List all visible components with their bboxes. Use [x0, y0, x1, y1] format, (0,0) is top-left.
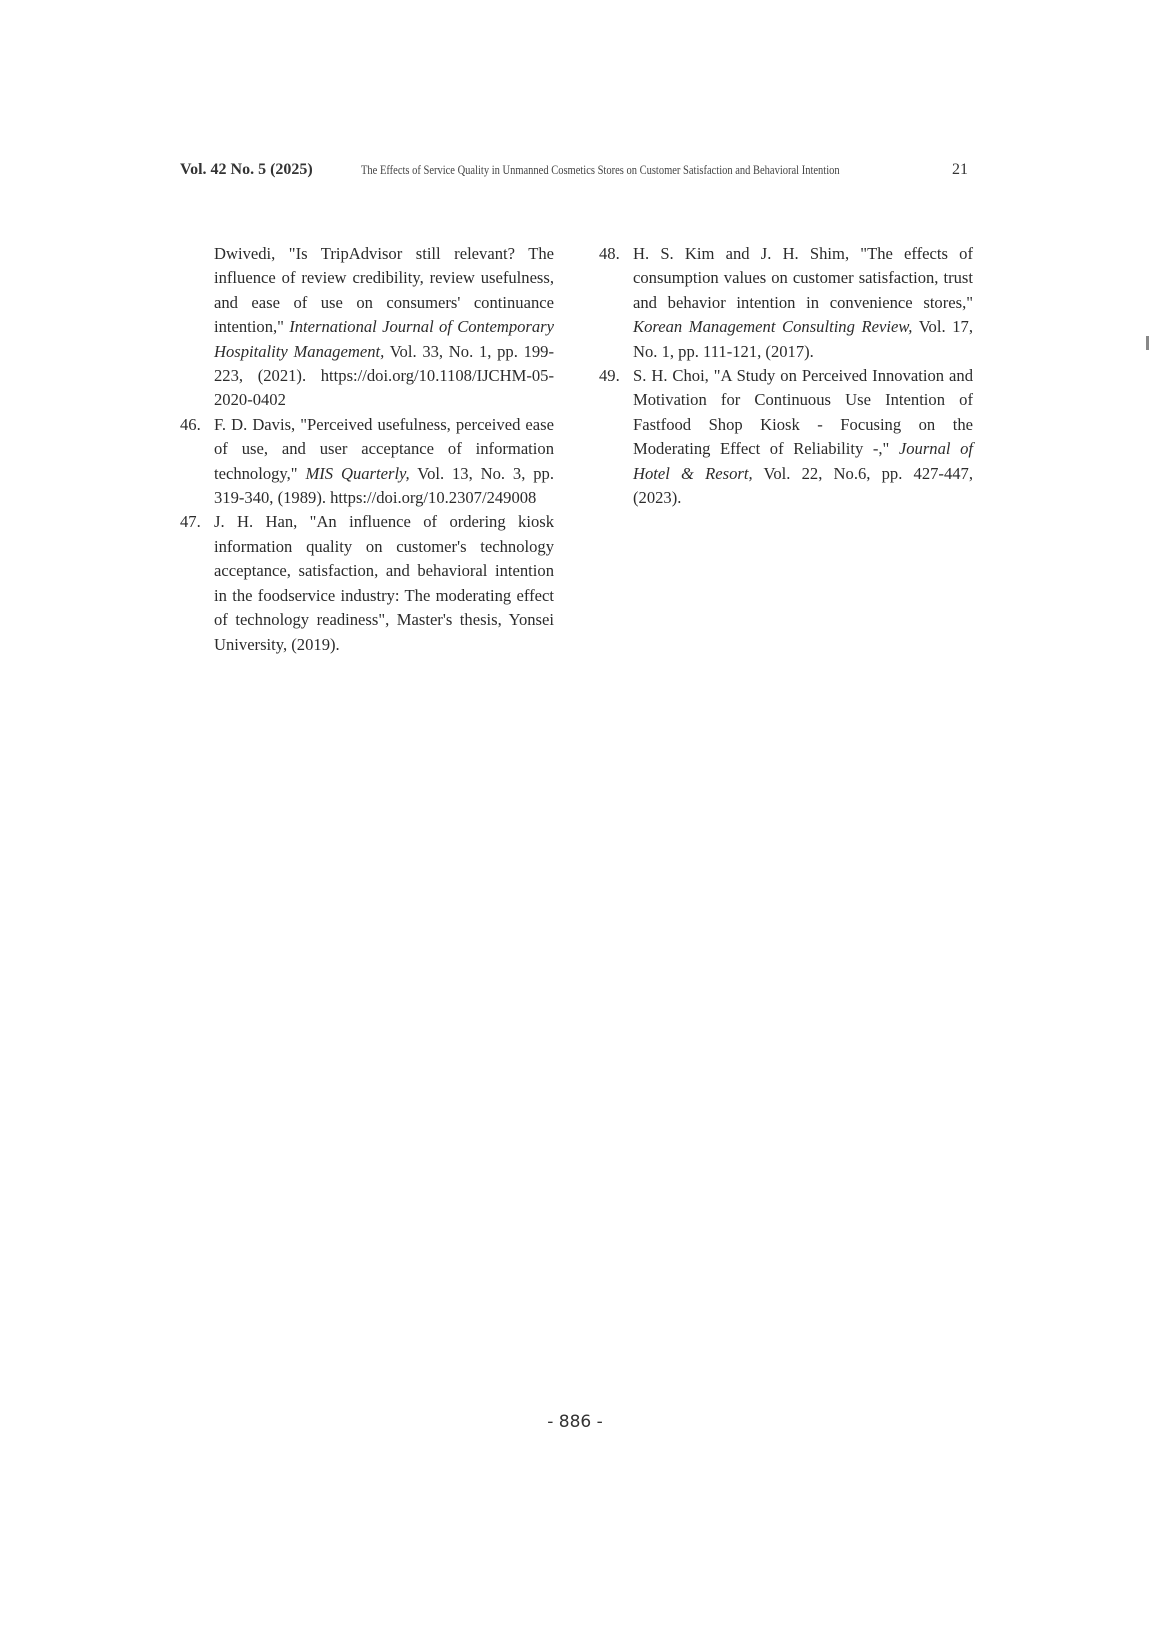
- reference-authors-title: H. S. Kim and J. H. Shim, "The effects of consumption values on customer satisfaction, trust and behavior intention in convenience stores,": [633, 244, 973, 312]
- reference-number: 48.: [599, 244, 620, 263]
- reference-number: 47.: [180, 512, 201, 532]
- reference-details: Vol. 17, No. 1, pp. 111-121, (2017).: [633, 317, 973, 361]
- page-edge-mark: [1146, 336, 1149, 350]
- references-right-column: [599, 242, 973, 510]
- running-header: [180, 161, 968, 185]
- reference-details: Vol. 13, No. 3, pp. 319-340, (1989). https://doi.org/10.2307/249008: [214, 463, 554, 508]
- running-title: The Effects of Service Quality in Unmanned Cosmetics Stores on Customer Satisfaction and Behavioral Intention: [360, 163, 840, 177]
- references-left-column: [180, 242, 554, 657]
- reference-45-continued: [180, 242, 554, 413]
- reference-46: [180, 413, 554, 511]
- reference-47: [180, 510, 554, 656]
- reference-48: [599, 242, 973, 364]
- reference-journal: Journal of Hotel & Resort,: [633, 439, 973, 483]
- reference-journal: MIS Quarterly,: [305, 463, 410, 483]
- reference-number: 46.: [180, 414, 201, 434]
- header-page-number: 21: [952, 161, 968, 178]
- page-footer-number: - 886 -: [547, 1412, 603, 1432]
- journal-volume: Vol. 42 No. 5 (2025): [180, 161, 313, 178]
- reference-journal: Korean Management Consulting Review,: [633, 317, 913, 337]
- reference-details: Vol. 33, No. 1, pp. 199-223, (2021). https://doi.org/10.1108/IJCHM-05-2020-0402: [214, 341, 554, 410]
- reference-number: 49.: [599, 366, 620, 386]
- reference-49: [599, 364, 973, 510]
- reference-authors-title: F. D. Davis, "Perceived usefulness, perceived ease of use, and user acceptance of information technology,": [214, 414, 554, 483]
- reference-text: J. H. Han, "An influence of ordering kiosk information quality on customer's technology acceptance, satisfaction, and behavioral intention in the foodservice industry: The moderating effect of technology readiness", Master's thesis, Yonsei University, (2019).: [214, 512, 554, 654]
- reference-details: Vol. 22, No.6, pp. 427-447, (2023).: [633, 463, 973, 508]
- reference-authors-title: S. H. Choi, "A Study on Perceived Innovation and Motivation for Continuous Use Intention of Fastfood Shop Kiosk - Focusing on the Moderating Effect of Reliability -,": [633, 366, 973, 459]
- reference-authors-title: Dwivedi, "Is TripAdvisor still relevant? The influence of review credibility, review usefulness, and ease of use on consumers' continuance intention,": [214, 244, 554, 337]
- reference-journal: International Journal of Contemporary Hospitality Management,: [214, 317, 554, 361]
